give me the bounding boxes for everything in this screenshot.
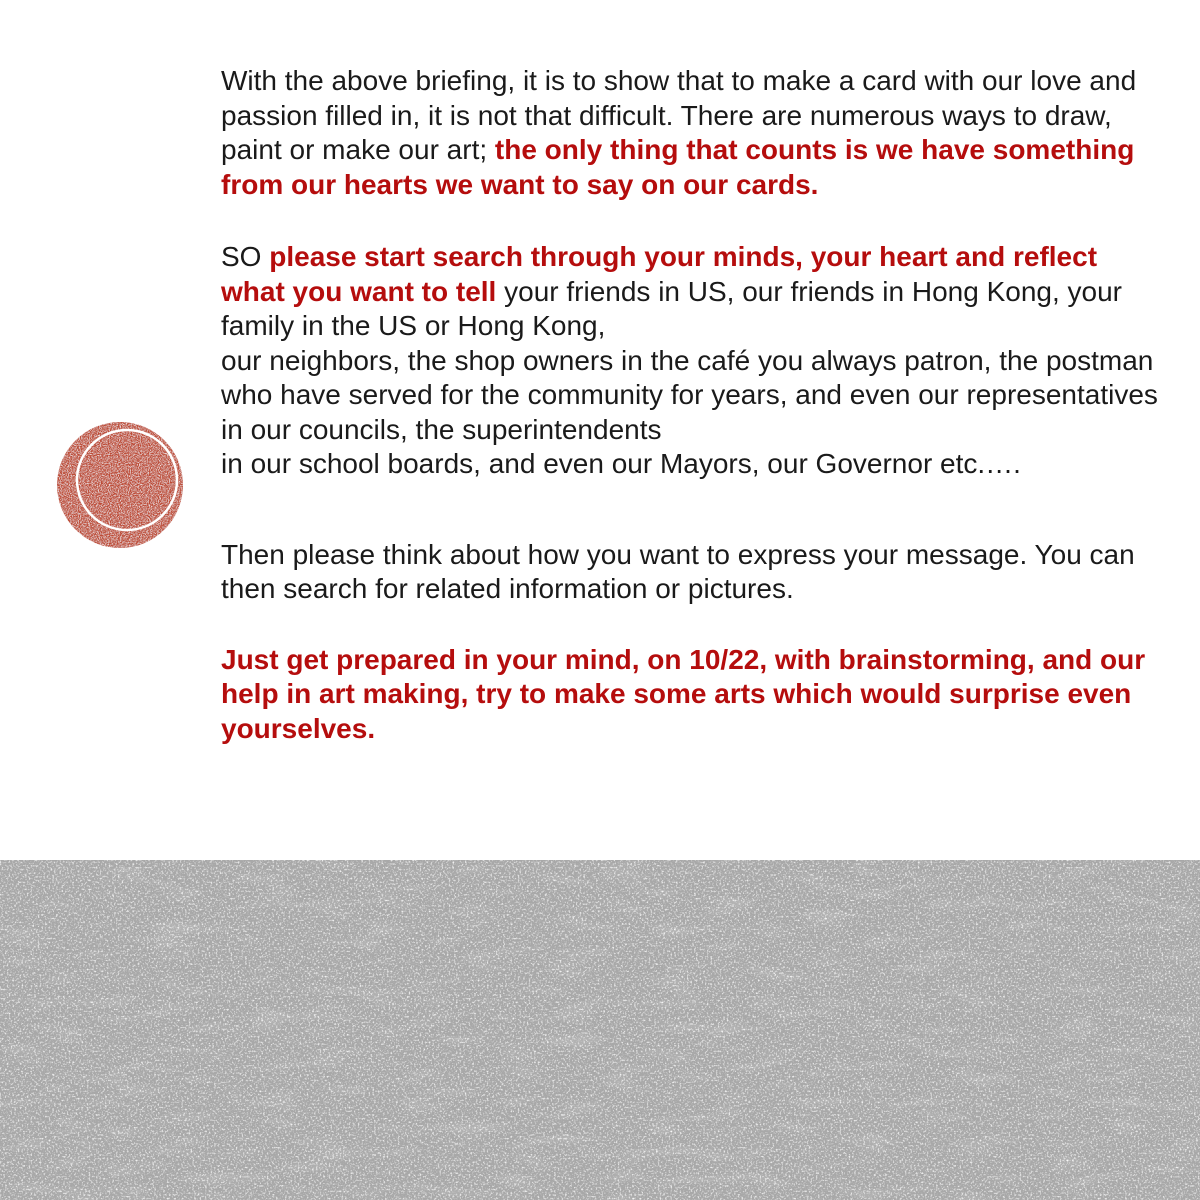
grey-grunge-texture <box>0 860 1200 1200</box>
paragraph-express <box>221 538 1161 607</box>
paragraph-prepare <box>221 643 1161 747</box>
briefing-highlight: the only thing that counts is we have something from our hearts we want to say on our cards. <box>221 134 1135 200</box>
reflect-recipients: your friends in US, our friends in Hong Kong, your family in the US or Hong Kong, <box>221 275 1122 341</box>
reflect-lead: SO <box>221 241 270 272</box>
express-text: Then please think about how you want to express your message. You can then search for related information or pictures. <box>221 538 1135 604</box>
reflect-neighbors: our neighbors, the shop owners in the café you always patron, the postman who have served for the community for years, and even our representatives in our councils, the superintendents <box>221 344 1158 445</box>
red-circle-stamp-icon <box>55 420 185 550</box>
briefing-text: With the above briefing, it is to show that to make a card with our love and passion filled in, it is not that difficult. There are numerous ways to draw, paint or make our art; <box>221 65 1137 165</box>
paragraph-briefing <box>221 64 1161 202</box>
prepare-highlight: Just get prepared in your mind, on 10/22, with brainstorming, and our help in art making, try to make some arts which would surprise even yourselves. <box>221 643 1146 744</box>
reflect-officials: in our school boards, and even our Mayors, our Governor etc.…. <box>221 448 1021 479</box>
article-body <box>221 64 1161 746</box>
paragraph-reflect <box>221 240 1161 482</box>
reflect-highlight: please start search through your minds, your heart and reflect what you want to tell <box>221 241 1098 307</box>
